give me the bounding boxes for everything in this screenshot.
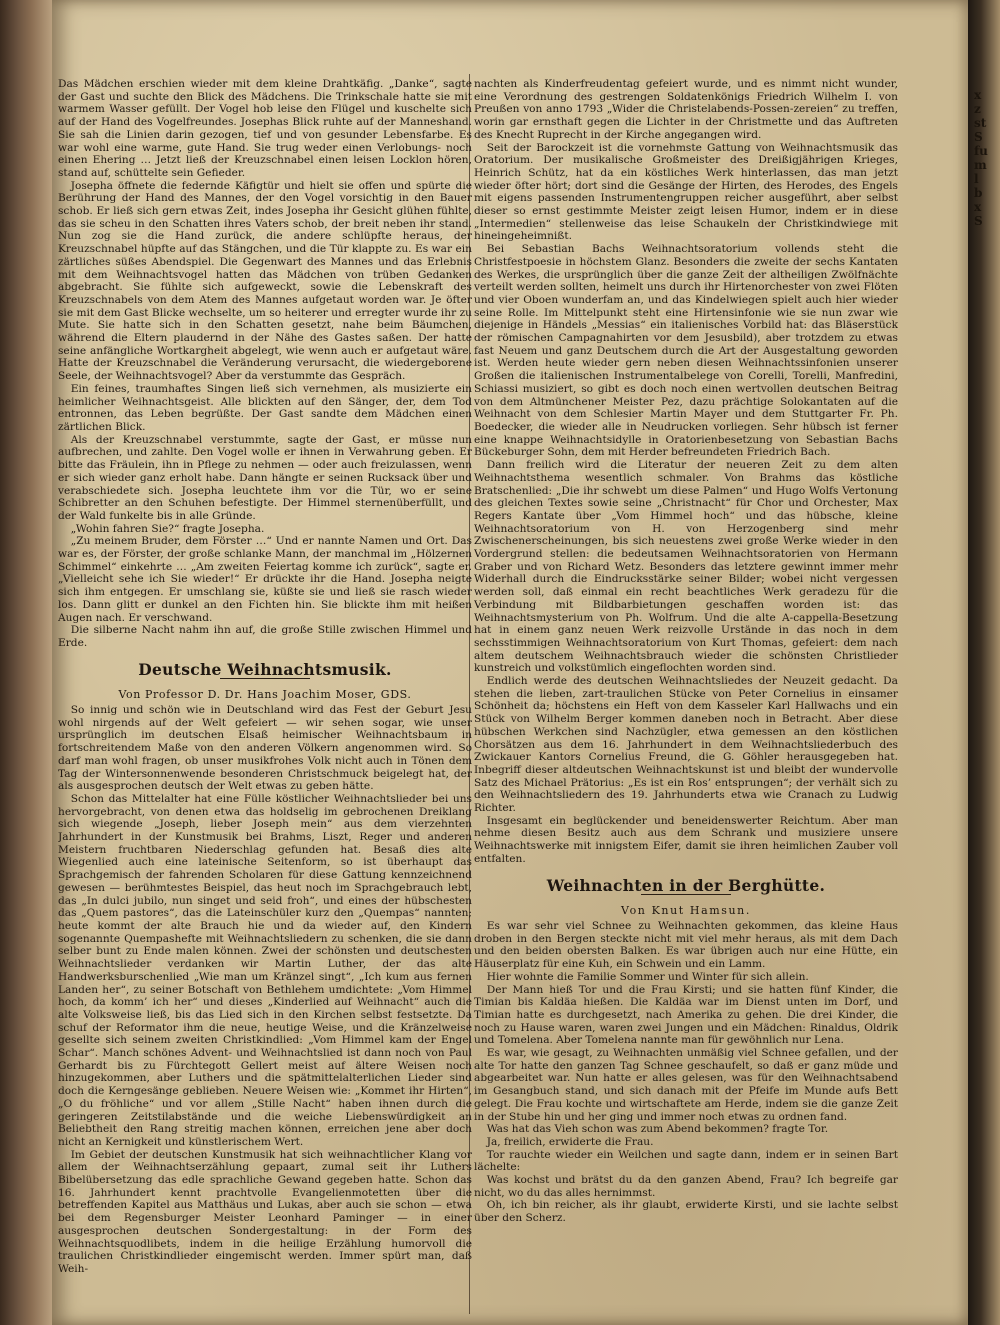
paragraph: Insgesamt ein beglückender und beneidenswerter Reichtum. Aber man nehme diesen Besitz auch aus dem Schrank und musiziere unsere Weihnachtswerke mit innigstem Eifer, damit sie ihren heimlichen Zauber voll entfalten. <box>474 814 898 865</box>
paragraph: Bei Sebastian Bachs Weihnachtsoratorium vollends steht die Christfestpoesie in höchstem Glanz. Besonders die zweite der sechs Kantaten des Werkes, die ursprünglich über die ganze Zeit der altheiligen Zwölfnächte verteilt werden sollten, heimelt uns durch ihr Hirtenorchester von zwei Flöten und vier Oboen wunderfam an, und das Kindelwiegen spielt auch hier wieder seine Rolle. Im Mittelpunkt steht eine Hirtensinfonie wie sie nun zwar wie diejenige in Händels „Messias“ ein italienisches Vorbild hat: das Bläserstück der römischen Campagnahirten vor dem Jesusbild), aber trotzdem zu etwas fast Neuem und ganz Deutschem durch die Art der Ausgestaltung geworden ist. Werden heute wieder gern neben diesen Weihnachtssinfonien unserer Großen die italienischen Instrumentalbelege von Corelli, Torelli, Manfredini, Schiassi musiziert, so gibt es doch noch einen wertvollen deutschen Beitrag von dem Altmünchener Meister Pez, dazu prächtige Solokantaten auf die Weihnacht von dem Schlesier Martin Mayer und dem Stuttgarter Fr. Ph. Boedecker, die wieder alle in Neudrucken vorliegen. Sehr hübsch ist ferner eine knappe Weihnachtsidylle in Oratorienbesetzung von Sebastian Bachs Bückeburger Sohn, dem mit Herder befreundeten Friedrich Bach. <box>474 243 898 459</box>
paragraph: Das Mädchen erschien wieder mit dem kleine Drahtkäfig. „Danke“, sagte der Gast und suchte den Blick des Mädchens. Die Trinkschale hatte sie mit warmem Wasser gefüllt. Der Vogel hob leise den Flügel und kuschelte sich auf der Hand des Vogelfreundes. Josephas Blick ruhte auf der Manneshand. Sie sah die Linien darin gezogen, tief und von gesunder Lebensfarbe. Es war wohl eine warme, gute Hand. Sie trug weder einen Verlobungs- noch einen Ehering … Jetzt ließ der Kreuzschnabel einen leisen Locklon hören, stand auf, schüttelte sein Gefieder. <box>58 78 472 179</box>
article-byline: Von Professor D. Dr. Hans Joachim Moser, GDS. <box>118 688 412 702</box>
article-continuation <box>474 78 898 866</box>
adjacent-page-edge <box>968 0 1000 1325</box>
story-title: Weihnachten in der Berghütte. <box>546 875 826 895</box>
paragraph: Es war sehr viel Schnee zu Weihnachten gekommen, das kleine Haus droben in den Bergen steckte nicht mit viel mehr heraus, als mit dem Dach und den beiden obersten Balken. Es war übrigen auch nur eine Hütte, ein Häuserplatz für eine Kuh, ein Schwein und ein Lamm. <box>474 920 898 971</box>
paragraph: Der Mann hieß Tor und die Frau Kirsti; und sie hatten fünf Kinder, die Timian bis Kaldäa hießen. Die Kaldäa war im Dienst unten im Dorf, und Timian hatte es durchgesetzt, nach Amerika zu gehen. Die drei Kinder, die noch zu Hause waren, waren zwei Jungen und ein Mädchen: Rinaldus, Oldrik und Tomelena. Aber Tomelena nannte man für gewöhnlich nur Lena. <box>474 983 898 1047</box>
paragraph: „Zu meinem Bruder, dem Förster …“ Und er nannte Namen und Ort. Das war es, der Förster, der große schlanke Mann, der manchmal im „Hölzernen Schimmel“ einkehrte … „Am zweiten Feiertag komme ich zurück“, sagte er. „Vielleicht sehe ich Sie wieder!“ Er drückte ihr die Hand. Josepha neigte sich ihm entgegen. Er umschlang sie, küßte sie und ließ sie rasch wieder los. Dann glitt er dunkel an den Fichten hin. Sie blickte ihm mit heißen Augen nach. Er verschwand. <box>58 535 472 624</box>
paragraph: Was hat das Vieh schon was zum Abend bekommen? fragte Tor. <box>486 1123 829 1136</box>
story-continuation <box>58 78 472 650</box>
paragraph: Seit der Barockzeit ist die vornehmste Gattung von Weihnachtsmusik das Oratorium. Der musikalische Großmeister des Dreißigjährigen Krieges, Heinrich Schütz, hat da ein köstliches Werk hinterlassen, das man jetzt wieder öfter hört; dort sind die Gesänge der Hirten, des Herodes, des Engels mit eigens passenden Instrumentengruppen reicher ausgeführt, aber selbst dieser so ernst gestimmte Meister zeigt leisen Humor, indem er in diese „Intermedien“ stellenweise das leise Schaukeln der Christkindwiege mit hineingeheimnißt. <box>474 141 898 243</box>
right-column <box>474 78 898 1308</box>
paragraph: Die silberne Nacht nahm ihn auf, die große Stille zwischen Himmel und Erde. <box>58 624 472 649</box>
paragraph: Oh, ich bin reicher, als ihr glaubt, erwiderte Kirsti, und sie lachte selbst über den Scherz. <box>474 1199 898 1225</box>
adjacent-page-text: x z st S fu m l b x S <box>974 88 988 228</box>
paragraph: Ein feines, traumhaftes Singen ließ sich vernehmen, als musizierte ein heimlicher Weihnachtsgeist. Alle blickten auf den Sänger, der, dem Tod entronnen, das Leben begrüßte. Der Gast sandte dem Mädchen einen zärtlichen Blick. <box>58 382 472 433</box>
paragraph: Josepha öffnete die federnde Käfigtür und hielt sie offen und spürte die Berührung der Hand des Mannes, der den Vogel vorsichtig in den Bauer schob. Er ließ sich gern etwas Zeit, indes Josepha ihr Gesicht glühen fühlte, das sie scheu in den Schatten ihres Vaters schob, der breit neben ihr stand. Nun zog sie die Hand zurück, die andere schlüpfte heraus, der Kreuzschnabel hüpfte auf das Stängchen, und die Tür klappte zu. Es war ein zärtliches süßes Abendspiel. Die Gegenwart des Mannes und das Erlebnis mit dem Weihnachtsvogel hatten das Mädchen von trüben Gedanken abgebracht. Sie fühlte sich aufgeweckt, sowie die Lebenskraft des Kreuzschnabels von dem Atem des Mannes aufgetaut worden war. Je öfter sie mit dem Gast Blicke wechselte, um so heiterer und erregter wurde ihr zu Mute. Sie hatte sich in den Schatten gesetzt, nahe beim Bäumchen, während die Eltern plaudernd in der Nähe des Gastes saßen. Der hatte seine anfängliche Wortkargheit abgelegt, wie wenn auch er aufgetaut wäre. Hatte der Kreuzschnabel die Veränderung verursacht, die wiedergeborene Seele, der Weihnachtsvogel? Aber da verstummte das Gespräch. <box>58 179 472 383</box>
left-column <box>58 78 472 1308</box>
paragraph: Es war, wie gesagt, zu Weihnachten unmäßig viel Schnee gefallen, und der alte Tor hatte den ganzen Tag Schnee geschaufelt, so daß er ganz müde und abgearbeitet war. Nun hatte er alles gelesen, was für den Weihnachtsabend im Gesangbuch stand, und sich danach mit der Pfeife im Munde aufs Bett gelegt. Die Frau kochte und wirtschaftete am Herde, indem sie die ganze Zeit in der Stube hin und her ging und immer noch etwas zu ordnen fand. <box>474 1047 898 1123</box>
story-byline: Von Knut Hamsun. <box>621 904 751 918</box>
paragraph: Was kochst und brätst du da den ganzen Abend, Frau? Ich begreife gar nicht, wo du das alles hernimmst. <box>474 1174 898 1199</box>
paragraph: Als der Kreuzschnabel verstummte, sagte der Gast, er müsse nun aufbrechen, und zahlte. Den Vogel wolle er ihnen in Verwahrung geben. Er bitte das Fräulein, ihn in Pflege zu nehmen — oder auch freizulassen, wenn er sich wieder ganz erholt habe. Dann hängte er seinen Rucksack über und verabschiedete sich. Josepha leuchtete ihm vor die Tür, wo er seine Schibretter an den Schuhen befestigte. Der Himmel sternenüberfüllt, und der Wald funkelte bis in alle Gründe. <box>58 433 472 522</box>
paragraph: Hier wohnte die Familie Sommer und Winter für sich allein. <box>486 970 809 983</box>
paragraph: Schon das Mittelalter hat eine Fülle köstlicher Weihnachtslieder bei uns hervorgebracht, von denen etwa das holdselig im gebrochenen Dreiklang sich wiegende „Joseph, lieber Joseph mein“ aus dem vierzehnten Jahrhundert in der Kunstmusik bei Brahms, Liszt, Reger und anderen Meistern fruchtbaren Niederschlag gefunden hat. Besaß dies alte Wiegenlied auch eine lateinische Seitenform, so ist überhaupt das Sprachgemisch der fahrenden Scholaren für diese Gattung kennzeichnend gewesen — berühmtestes Beispiel, das heut noch im Sprachgebrauch lebt, das „In dulci jubilo, nun singet und seid froh“, und eines der hübschesten das „Quem pastores“, das die Lateinschüler kurz den „Quempas“ nannten; heute kommt der alte Brauch hie und da wieder auf, den Kindern sogenannte Quempashefte mit Weihnachtsliedern zu schenken, die sie dann selber bunt zu Ende malen können. Zwei der schönsten und deutschesten Weihnachtslieder verdanken wir Martin Luther, der das alte Handwerksburschenlied „Wie man um Kränzel singt“, „Ich kum aus fernen Landen her“, zu seiner Botschaft von Bethlehem umdichtete: „Vom Himmel hoch, da komm’ ich her“ und dieses „Kinderlied auf Weihnacht“ auch die alte Volksweise ließ, bis das Lied sich in den Kirchen selbst festsetzte. Da schuf der Reformator ihm die neue, heutige Weise, und die Kränzelweise gesellte sich seinem zweiten Christkindlied: „Vom Himmel kam der Engel Schar“. Manch schönes Advent- und Weihnachtslied ist dann noch von Paul Gerhardt bis zu Fürchtegott Gellert meist auf ältere Weisen noch hinzugekommen, aber Luthers und die spätmittelalterlichen Lieder sind doch die Kerngesänge geblieben. Neuere Weisen wie: „Kommet ihr Hirten“, „O du fröhliche“ und vor allem „Stille Nacht“ haben ihnen durch die geringeren Zeitstilabstände und die weiche Liebenswürdigkeit an Beliebtheit den Rang streitig machen können, erreichen jene aber doch nicht an Kernigkeit und künstlerischem Wert. <box>58 792 472 1148</box>
paragraph: Tor rauchte wieder ein Weilchen und sagte dann, indem er in seinen Bart lächelte: <box>474 1148 898 1174</box>
paragraph: Im Gebiet der deutschen Kunstmusik hat sich weihnachtlicher Klang vor allem der Weihnachtserzählung gepaart, zumal seit ihr Luthers Bibelübersetzung das edle sprachliche Gewand gegeben hatte. Schon das 16. Jahrhundert kennt prachtvolle Evangelienmotetten über die betreffenden Kapitel aus Matthäus und Lukas, aber auch sie schon — etwa bei dem Regensburger Meister Leonhard Paminger — in einer ausgesprochen deutschen Sondergestaltung: in der Form des Weihnachtsquodlibets, indem in die heilige Erzählung humorvoll die traulichen Christkindlieder eingemischt werden. Immer spürt man, daß Weih- <box>58 1148 472 1275</box>
paragraph: nachten als Kinderfreudentag gefeiert wurde, und es nimmt nicht wunder, eine Verordnung des gestrengen Soldatenkönigs Friedrich Wilhelm I. von Preußen von anno 1793 „Wider die Christelabends-Possen-zereien“ zu treffen, worin gar ernsthaft gegen die Lichter in der Christmette und das Auftreten des Knecht Ruprecht in der Kirche angegangen wird. <box>474 78 898 141</box>
book-binding <box>0 0 52 1325</box>
paragraph: Dann freilich wird die Literatur der neueren Zeit zu dem alten Weihnachtsthema wesentlich schmaler. Von Brahms das köstliche Bratschenlied: „Die ihr schwebt um diese Palmen“ und Hugo Wolfs Vertonung des gleichen Textes sowie seine „Christnacht“ für Chor und Orchester, Max Regers Kantate über „Vom Himmel hoch“ und das hübsche, kleine Weihnachtsoratorium von H. von Herzogenberg sind mehr Zwischenerscheinungen, bis sich neuestens zwei große Werke wieder in den Vordergrund stellen: die bedeutsamen Weihnachtsoratorien von Hermann Graber und von Richard Wetz. Besonders das letztere gewinnt immer mehr Widerhall durch die Eindrucksstärke seiner Bilder; wobei nicht vergessen werden soll, daß einmal ein recht beachtliches Werk geradezu für die Verbindung mit Bildbarbietungen geschaffen worden ist: das Weihnachtsmysterium von Ph. Wolfrum. Und die alte A-cappella-Besetzung hat in einem ganz neuen Werk reizvolle Urstände in das noch in dem sechsstimmigen Weihnachtsoratorium von Kurt Thomas, gefeiert: dem nach altem deutschem Weihnachtsbrauch wieder die schönsten Christlieder kunstreich und volkstümlich eingeflochten worden sind. <box>474 459 898 675</box>
article-body <box>58 704 472 1276</box>
article-title: Deutsche Weihnachtsmusik. <box>138 659 392 679</box>
story-body <box>474 920 898 1225</box>
paragraph: Endlich werde des deutschen Weihnachtsliedes der Neuzeit gedacht. Da stehen die lieben, zart-traulichen Stücke von Peter Cornelius in einsamer Schönheit da; höchstens ein Heft von dem Kasseler Karl Hallwachs und ein Stück von Wilhelm Berger kommen daneben noch in Betracht. Aber diese hübschen Werkchen sind Nachzügler, etwa gemessen an den köstlichen Chorsätzen aus dem 16. Jahrhundert in dem Weihnachtsliederbuch des Zwickauer Kantors Cornelius Freund, die G. Göhler herausgegeben hat. Inbegriff dieser altdeutschen Weihnachtskunst ist und bleibt der wundervolle Satz des Michael Prätorius: „Es ist ein Ros’ entsprungen“; der verhält sich zu den Weihnachtsliedern des 19. Jahrhunderts etwa wie Cranach zu Ludwig Richter. <box>474 675 898 815</box>
paragraph: „Wohin fahren Sie?“ fragte Josepha. <box>70 522 265 535</box>
paragraph: Ja, freilich, erwiderte die Frau. <box>486 1135 654 1148</box>
paragraph: So innig und schön wie in Deutschland wird das Fest der Geburt Jesu wohl nirgends auf der Welt gefeiert — wir sehen sogar, wie unser ursprünglich im deutschen Elsaß heimischer Weihnachtsbaum in fortschreitendem Maße von den anderen Völkern angenommen wird. So darf man wohl fragen, ob unser musikfrohes Volk nicht auch in Tönen dem Tag der Wintersonnenwende besonderen Christschmuck beigelegt hat, der als ausgesprochen deutsch der Welt etwas zu geben hätte. <box>58 704 472 793</box>
